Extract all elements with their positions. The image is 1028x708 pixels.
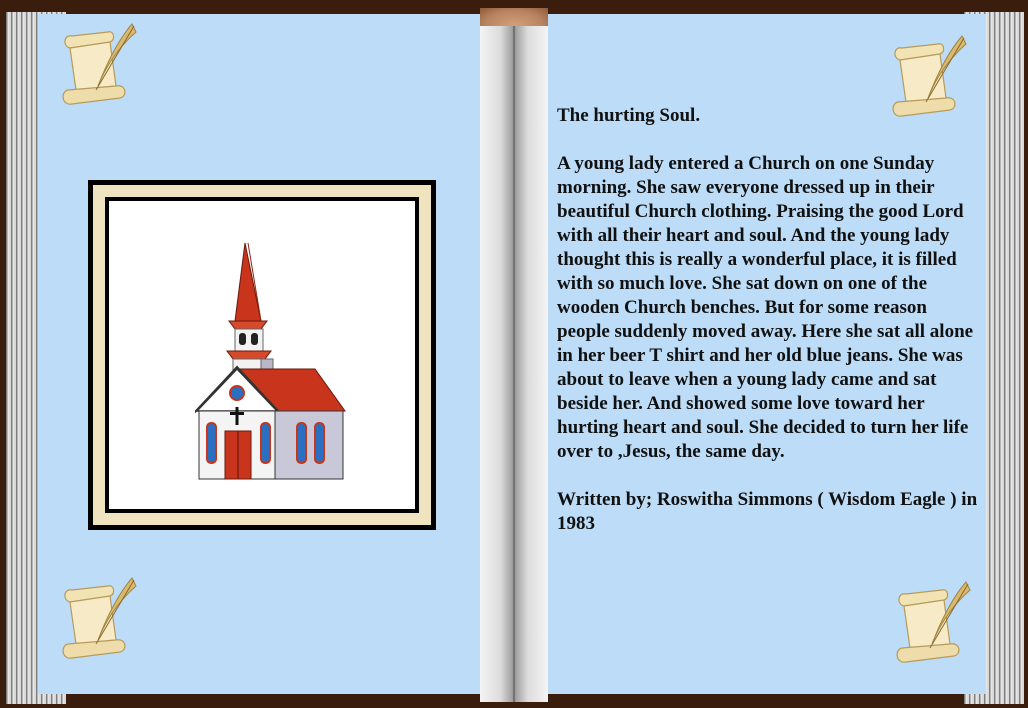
story-body: A young lady entered a Church on one Sunday morning. She saw everyone dressed up in their beautiful Church clothing. Praising the good Lord with all their heart and soul. And the young lady thought this is really a wonderful place, it is filled with so much love. She sat down on one of the wooden Church benches. But for some reason people suddenly moved away. Here she sat all alone in her beer T shirt and her old blue jeans. She was about to leave when a young lady came and sat beside her. And showed some love toward her hurting heart and soul. She decided to turn her life over to ,Jesus, the same day. [557, 153, 974, 462]
spine-top [480, 8, 548, 26]
picture [109, 201, 415, 509]
story-text [557, 104, 982, 560]
story-title: The hurting Soul. [557, 105, 701, 126]
frame-border [105, 197, 419, 513]
book-spine [480, 14, 548, 702]
picture-frame [88, 180, 436, 530]
story-credit: Written by; Roswitha Simmons ( Wisdom Eagle ) in 1983 [557, 489, 978, 534]
scroll-quill-icon [58, 574, 138, 666]
scroll-quill-icon [58, 20, 138, 112]
scroll-quill-icon [892, 578, 972, 670]
frame-mat [93, 185, 431, 525]
church-illustration [195, 241, 355, 481]
